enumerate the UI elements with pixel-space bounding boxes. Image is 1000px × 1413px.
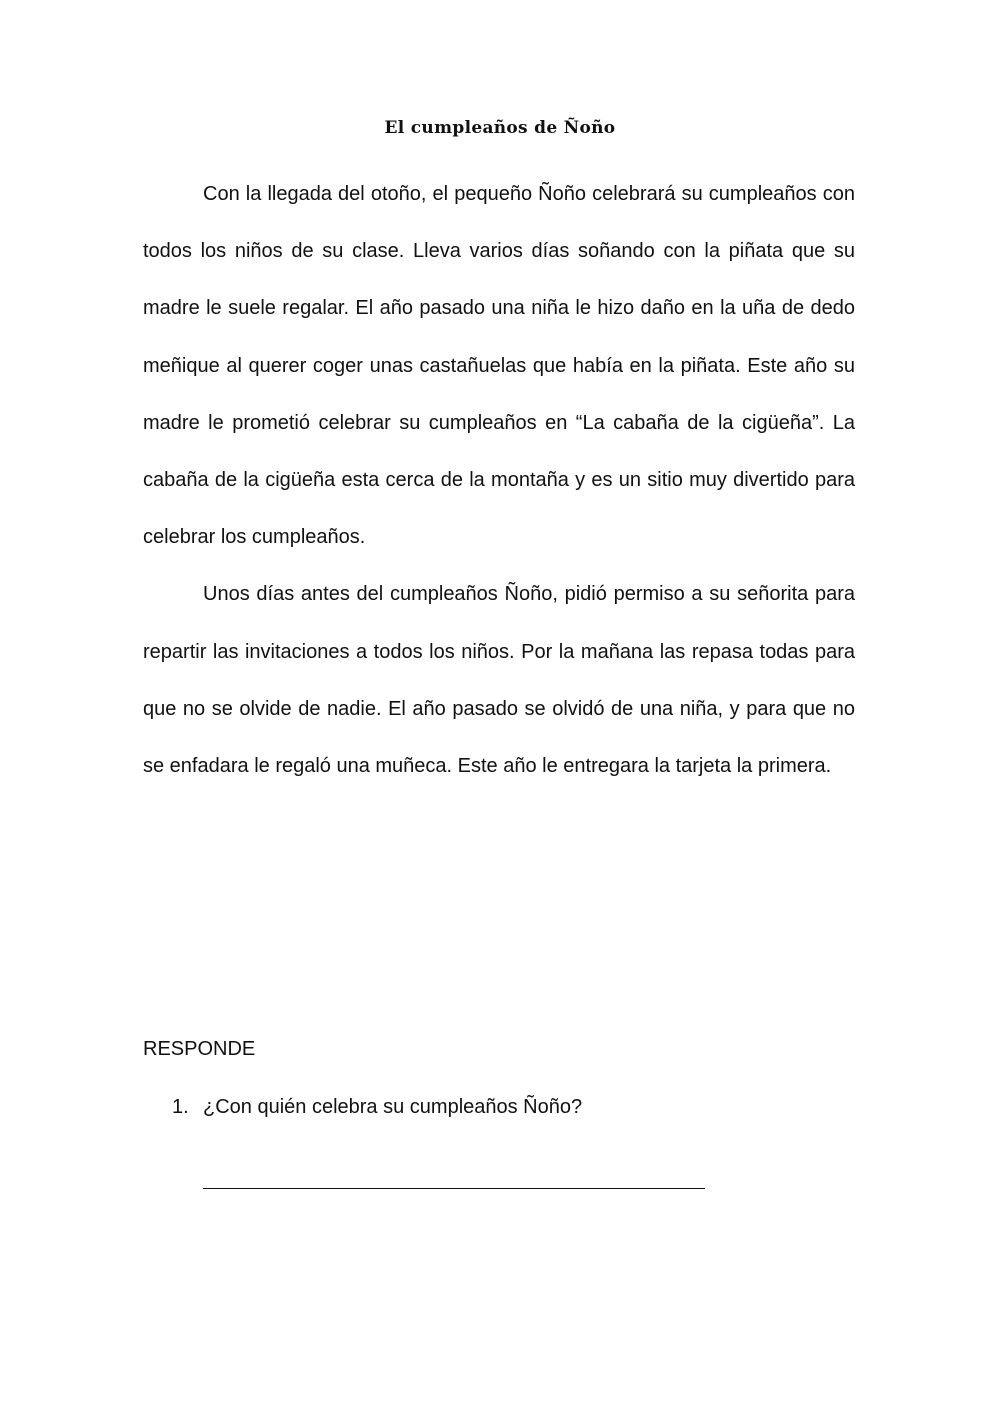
story-text bbox=[143, 166, 855, 795]
question-1-number: 1. bbox=[172, 1096, 189, 1118]
page-title: El cumpleaños de Ñoño bbox=[384, 118, 616, 138]
story-paragraph-1: Con la llegada del otoño, el pequeño Ñoño celebrará su cumpleaños con todos los niños de su clase. Lleva varios días soñando con la piñata que su madre le suele regalar. El año pasado una niña le hizo daño en la uña de dedo meñique al querer coger unas castañuelas que había en la piñata. Este año su madre le prometió celebrar su cumpleaños en “La cabaña de la cigüeña”. La cabaña de la cigüeña esta cerca de la montaña y es un sitio muy divertido para celebrar los cumpleaños. bbox=[143, 183, 855, 549]
question-1-answer-line[interactable] bbox=[203, 1188, 705, 1189]
section-label-responde: RESPONDE bbox=[143, 1038, 256, 1060]
question-1 bbox=[172, 1093, 582, 1121]
question-1-text: ¿Con quién celebra su cumpleaños Ñoño? bbox=[203, 1096, 583, 1118]
story-paragraph-2: Unos días antes del cumpleaños Ñoño, pidió permiso a su señorita para repartir las invitaciones a todos los niños. Por la mañana las repasa todas para que no se olvide de nadie. El año pasado se olvidó de una niña, y para que no se enfadara le regaló una muñeca. Este año le entregara la tarjeta la primera. bbox=[143, 583, 855, 778]
